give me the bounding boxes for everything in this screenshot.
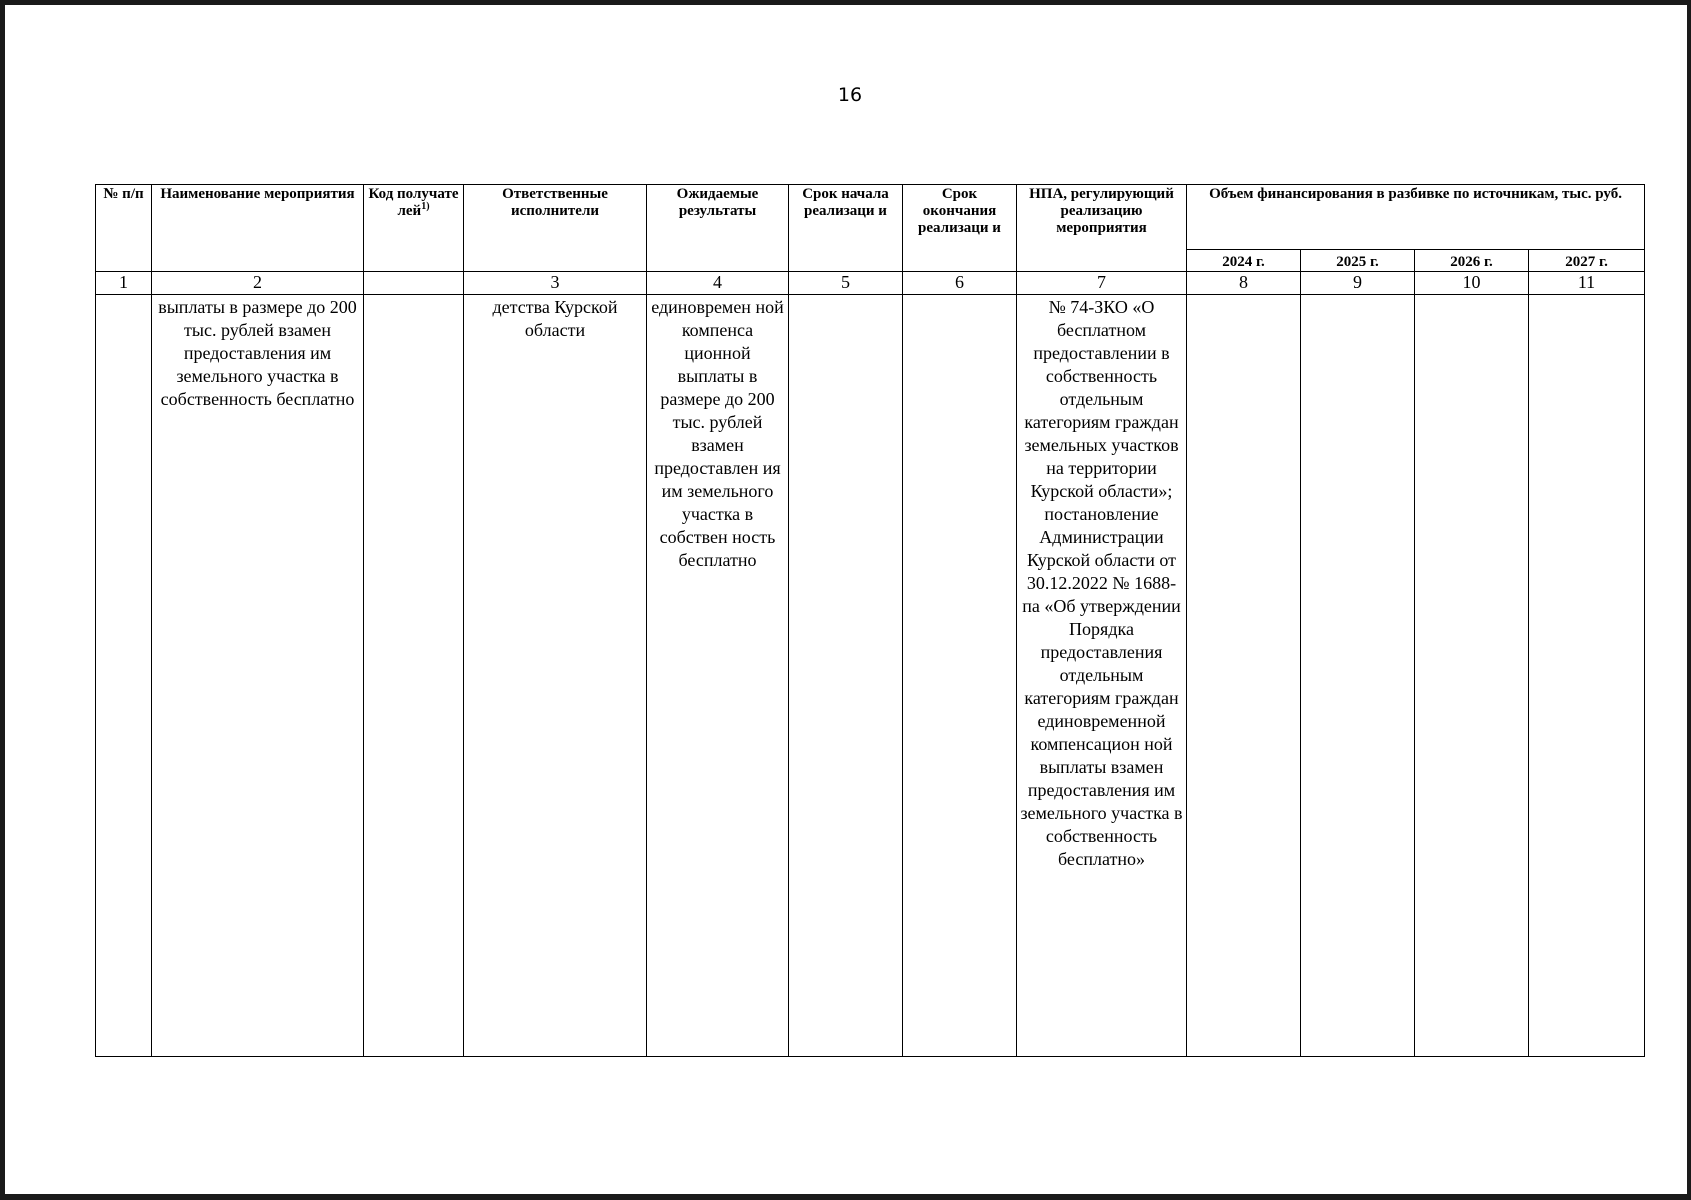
header-npa: НПА, регулирующий реализацию мероприятия	[1017, 185, 1187, 272]
cell-responsible: детства Курской области	[464, 295, 647, 1057]
cell-name: выплаты в размере до 200 тыс. рублей взамен предоставления им земельного участка в собственность бесплатно	[152, 295, 364, 1057]
header-end: Срок окончания реализаци и	[903, 185, 1017, 272]
column-number-1: 1	[96, 272, 152, 295]
table-row	[96, 295, 1645, 1057]
column-number-4: 4	[647, 272, 789, 295]
header-expected: Ожидаемые результаты	[647, 185, 789, 272]
cell-code	[364, 295, 464, 1057]
column-number-3: 3	[464, 272, 647, 295]
column-number-blank	[364, 272, 464, 295]
header-year-2024: 2024 г.	[1187, 250, 1301, 272]
scan-border-bottom	[0, 1194, 1691, 1200]
column-number-2: 2	[152, 272, 364, 295]
column-number-10: 10	[1415, 272, 1529, 295]
scan-border-left	[0, 0, 5, 1200]
header-responsible: Ответственные исполнители	[464, 185, 647, 272]
header-year-2026: 2026 г.	[1415, 250, 1529, 272]
cell-expected: единовремен ной компенса ционной выплаты в размере до 200 тыс. рублей взамен предоставлен ия им земельного участка в собствен ность бесплатно	[647, 295, 789, 1057]
header-num: № п/п	[96, 185, 152, 272]
cell-2026	[1415, 295, 1529, 1057]
header-year-2027: 2027 г.	[1529, 250, 1645, 272]
header-year-2025: 2025 г.	[1301, 250, 1415, 272]
column-number-8: 8	[1187, 272, 1301, 295]
measures-table	[95, 184, 1645, 1057]
column-number-row	[96, 272, 1645, 295]
header-code-footnote: 1)	[421, 201, 430, 212]
scan-border-right	[1687, 0, 1691, 1200]
column-number-9: 9	[1301, 272, 1415, 295]
header-name: Наименование мероприятия	[152, 185, 364, 272]
header-start: Срок начала реализаци и	[789, 185, 903, 272]
cell-2025	[1301, 295, 1415, 1057]
cell-2024	[1187, 295, 1301, 1057]
cell-start	[789, 295, 903, 1057]
cell-num	[96, 295, 152, 1057]
header-funding-group: Объем финансирования в разбивке по источникам, тыс. руб.	[1187, 185, 1645, 250]
header-code	[364, 185, 464, 272]
column-number-7: 7	[1017, 272, 1187, 295]
scan-border-top	[0, 0, 1691, 5]
column-number-6: 6	[903, 272, 1017, 295]
header-code-text: Код получате лей	[368, 186, 459, 219]
header-row	[96, 185, 1645, 250]
cell-2027	[1529, 295, 1645, 1057]
column-number-5: 5	[789, 272, 903, 295]
page-number: 16	[837, 84, 863, 106]
cell-end	[903, 295, 1017, 1057]
cell-npa: № 74-ЗКО «О бесплатном предоставлении в собственность отдельным категориям граждан земельных участков на территории Курской области»; постановление Администрации Курской области от 30.12.2022 № 1688-па «Об утверждении Порядка предоставления отдельным категориям граждан единовременной компенсацион ной выплаты взамен предоставления им земельного участка в собственность бесплатно»	[1017, 295, 1187, 1057]
column-number-11: 11	[1529, 272, 1645, 295]
